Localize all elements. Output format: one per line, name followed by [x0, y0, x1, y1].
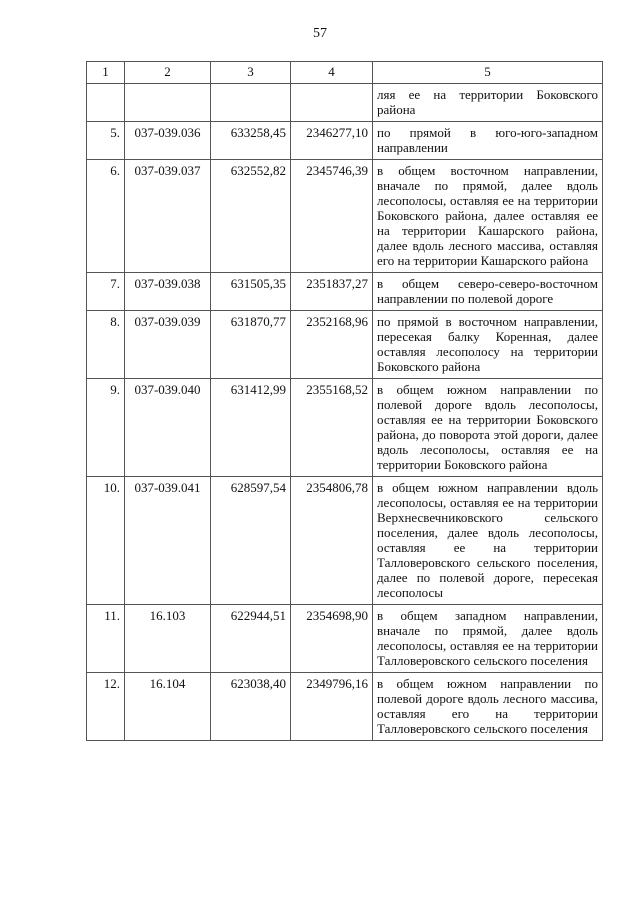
description-cell: в общем северо-северо-восточном направлении по полевой дороге: [373, 273, 603, 311]
point-code-cell: 16.103: [125, 605, 211, 673]
column-header-description: 5: [373, 62, 603, 84]
x-coordinate-cell: [211, 84, 291, 122]
description-cell: в общем западном направлении, вначале по прямой, далее вдоль лесополосы, оставляя ее на территории Талловеровского сельского поселения: [373, 605, 603, 673]
x-coordinate-cell: 631412,99: [211, 379, 291, 477]
row-number-cell: 10.: [87, 477, 125, 605]
y-coordinate-cell: 2345746,39: [291, 160, 373, 273]
point-code-cell: 037-039.036: [125, 122, 211, 160]
column-header-number: 1: [87, 62, 125, 84]
column-header-x: 3: [211, 62, 291, 84]
y-coordinate-cell: 2354806,78: [291, 477, 373, 605]
point-code-cell: 037-039.041: [125, 477, 211, 605]
y-coordinate-cell: [291, 84, 373, 122]
point-code-cell: 037-039.037: [125, 160, 211, 273]
y-coordinate-cell: 2352168,96: [291, 311, 373, 379]
description-cell: по прямой в восточном направлении, пересекая балку Коренная, далее оставляя лесополосу на территории Боковского района: [373, 311, 603, 379]
table-row: [87, 84, 603, 122]
point-code-cell: 037-039.039: [125, 311, 211, 379]
x-coordinate-cell: 623038,40: [211, 673, 291, 741]
description-cell: в общем южном направлении по полевой дороге вдоль лесного массива, оставляя его на территории Талловеровского сельского поселения: [373, 673, 603, 741]
description-cell: в общем южном направлении вдоль лесополосы, оставляя ее на территории Верхнесвечниковского сельского поселения, далее вдоль лесополосы, оставляя ее на территории Талловеровского сельского поселения, далее по полевой дороге, пересекая лесополосы: [373, 477, 603, 605]
boundary-table: [86, 61, 603, 741]
x-coordinate-cell: 633258,45: [211, 122, 291, 160]
description-cell: в общем восточном направлении, вначале по прямой, далее вдоль лесополосы, оставляя ее на территории Боковского района, далее оставляя ее на территории Кашарского района, далее вдоль лесного массива, оставляя его на территории Кашарского района: [373, 160, 603, 273]
row-number-cell: 8.: [87, 311, 125, 379]
page-number: 57: [313, 26, 327, 41]
header-row: [87, 62, 603, 84]
row-number-cell: [87, 84, 125, 122]
table-row: [87, 160, 603, 273]
description-cell: по прямой в юго-юго-западном направлении: [373, 122, 603, 160]
point-code-cell: 16.104: [125, 673, 211, 741]
x-coordinate-cell: 628597,54: [211, 477, 291, 605]
y-coordinate-cell: 2349796,16: [291, 673, 373, 741]
row-number-cell: 11.: [87, 605, 125, 673]
description-cell: ляя ее на территории Боковского района: [373, 84, 603, 122]
y-coordinate-cell: 2351837,27: [291, 273, 373, 311]
table-row: [87, 673, 603, 741]
column-header-point-code: 2: [125, 62, 211, 84]
description-cell: в общем южном направлении по полевой дороге вдоль лесополосы, оставляя ее на территории Боковского района, до поворота этой дороги, далее вдоль лесополосы, оставляя ее на территории Боковского района: [373, 379, 603, 477]
x-coordinate-cell: 622944,51: [211, 605, 291, 673]
x-coordinate-cell: 632552,82: [211, 160, 291, 273]
x-coordinate-cell: 631505,35: [211, 273, 291, 311]
column-header-y: 4: [291, 62, 373, 84]
row-number-cell: 6.: [87, 160, 125, 273]
row-number-cell: 5.: [87, 122, 125, 160]
row-number-cell: 9.: [87, 379, 125, 477]
point-code-cell: 037-039.040: [125, 379, 211, 477]
y-coordinate-cell: 2354698,90: [291, 605, 373, 673]
point-code-cell: [125, 84, 211, 122]
row-number-cell: 12.: [87, 673, 125, 741]
y-coordinate-cell: 2355168,52: [291, 379, 373, 477]
table-row: [87, 477, 603, 605]
table-row: [87, 273, 603, 311]
table-row: [87, 379, 603, 477]
table-row: [87, 122, 603, 160]
table-row: [87, 311, 603, 379]
point-code-cell: 037-039.038: [125, 273, 211, 311]
row-number-cell: 7.: [87, 273, 125, 311]
table-row: [87, 605, 603, 673]
y-coordinate-cell: 2346277,10: [291, 122, 373, 160]
x-coordinate-cell: 631870,77: [211, 311, 291, 379]
